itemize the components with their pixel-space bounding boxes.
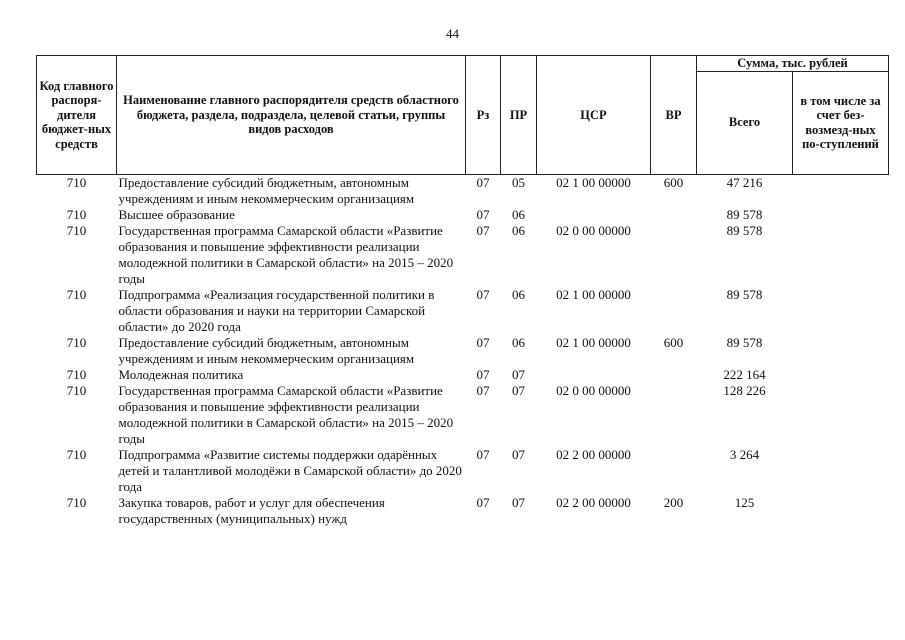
row-vr (651, 383, 697, 447)
row-total: 3 264 (729, 446, 760, 462)
row-free (793, 447, 889, 495)
row-csr: 02 0 00 00000 (556, 222, 631, 238)
row-csr: 02 1 00 00000 (556, 334, 631, 350)
row-total: 47 216 (726, 174, 763, 190)
row-pr: 05 (512, 174, 525, 190)
row-csr (537, 367, 651, 383)
row-vr: 600 (663, 334, 684, 350)
row-name: Высшее образование (118, 206, 235, 222)
row-csr: 02 1 00 00000 (556, 286, 631, 302)
header-free: в том числе за счет без-возмезд-ных по-ступлений (793, 71, 889, 174)
row-rz: 07 (476, 286, 490, 302)
row-rz: 07 (476, 366, 490, 382)
table-body (37, 174, 889, 527)
page-number: 44 (446, 26, 459, 41)
row-total: 89 578 (726, 286, 763, 302)
row-pr: 07 (512, 366, 525, 382)
row-vr: 200 (663, 494, 684, 510)
table-row (37, 174, 889, 207)
row-vr (651, 287, 697, 335)
table-row (37, 223, 889, 287)
row-code: 710 (66, 494, 87, 510)
row-rz: 07 (476, 206, 490, 222)
table-row (37, 335, 889, 367)
row-pr: 06 (512, 222, 525, 238)
row-rz: 07 (476, 382, 490, 398)
table-row (37, 383, 889, 447)
row-code: 710 (66, 366, 87, 382)
row-code: 710 (66, 174, 87, 190)
header-pr: ПР (501, 56, 537, 175)
row-free (793, 223, 889, 287)
row-pr: 06 (512, 334, 525, 350)
row-csr (537, 207, 651, 223)
row-free (793, 207, 889, 223)
header-sum: Сумма, тыс. рублей (697, 56, 889, 72)
row-csr: 02 2 00 00000 (556, 446, 631, 462)
row-name: Предоставление субсидий бюджетным, автономным учреждениям и иным некоммерческим организациям (118, 174, 415, 206)
row-total: 222 164 (723, 366, 766, 382)
row-total: 125 (734, 494, 755, 510)
row-name: Молодежная политика (118, 366, 244, 382)
row-free (793, 335, 889, 367)
table-row (37, 367, 889, 383)
row-vr (651, 207, 697, 223)
header-total: Всего (697, 71, 793, 174)
row-pr: 07 (512, 382, 525, 398)
row-code: 710 (66, 222, 87, 238)
row-total: 89 578 (726, 222, 763, 238)
row-code: 710 (66, 206, 87, 222)
row-vr (651, 447, 697, 495)
row-rz: 07 (476, 494, 490, 510)
header-code: Код главного распоря-дителя бюджет-ных средств (37, 56, 117, 175)
row-csr: 02 1 00 00000 (556, 174, 631, 190)
row-name: Закупка товаров, работ и услуг для обеспечения государственных (муниципальных) нужд (118, 494, 385, 526)
table-row (37, 287, 889, 335)
header-name: Наименование главного распорядителя средств областного бюджета, раздела, подраздела, целевой статьи, группы видов расходов (117, 56, 466, 175)
row-pr: 06 (512, 206, 525, 222)
row-free (793, 495, 889, 527)
table-row (37, 495, 889, 527)
row-name: Подпрограмма «Развитие системы поддержки одарённых детей и талантливой молодёжи в Самарской области» до 2020 года (118, 446, 462, 494)
table-header (37, 56, 889, 175)
row-csr: 02 2 00 00000 (556, 494, 631, 510)
row-total: 89 578 (726, 206, 763, 222)
row-csr: 02 0 00 00000 (556, 382, 631, 398)
row-rz: 07 (476, 334, 490, 350)
row-pr: 07 (512, 446, 525, 462)
row-name: Предоставление субсидий бюджетным, автономным учреждениям и иным некоммерческим организациям (118, 334, 415, 366)
row-code: 710 (66, 334, 87, 350)
header-vr: ВР (651, 56, 697, 175)
row-name: Государственная программа Самарской области «Развитие образования и повышение эффективности реализации молодежной политики в Самарской области» на 2015 – 2020 годы (118, 222, 454, 286)
row-code: 710 (66, 446, 87, 462)
row-free (793, 367, 889, 383)
row-rz: 07 (476, 446, 490, 462)
row-code: 710 (66, 286, 87, 302)
header-rz: Рз (466, 56, 501, 175)
row-code: 710 (66, 382, 87, 398)
header-csr: ЦСР (537, 56, 651, 175)
row-name: Государственная программа Самарской области «Развитие образования и повышение эффективности реализации молодежной политики в Самарской области» на 2015 – 2020 годы (118, 382, 454, 446)
row-rz: 07 (476, 222, 490, 238)
row-vr (651, 367, 697, 383)
row-name: Подпрограмма «Реализация государственной политики в области образования и науки на территории Самарской области» до 2020 года (118, 286, 435, 334)
row-free (793, 287, 889, 335)
row-pr: 06 (512, 286, 525, 302)
row-free (793, 383, 889, 447)
table-row (37, 447, 889, 495)
table-row (37, 207, 889, 223)
row-total: 128 226 (723, 382, 766, 398)
row-free (793, 174, 889, 207)
budget-table (36, 55, 889, 527)
row-rz: 07 (476, 174, 490, 190)
row-vr: 600 (663, 174, 684, 190)
row-vr (651, 223, 697, 287)
row-pr: 07 (512, 494, 525, 510)
row-total: 89 578 (726, 334, 763, 350)
